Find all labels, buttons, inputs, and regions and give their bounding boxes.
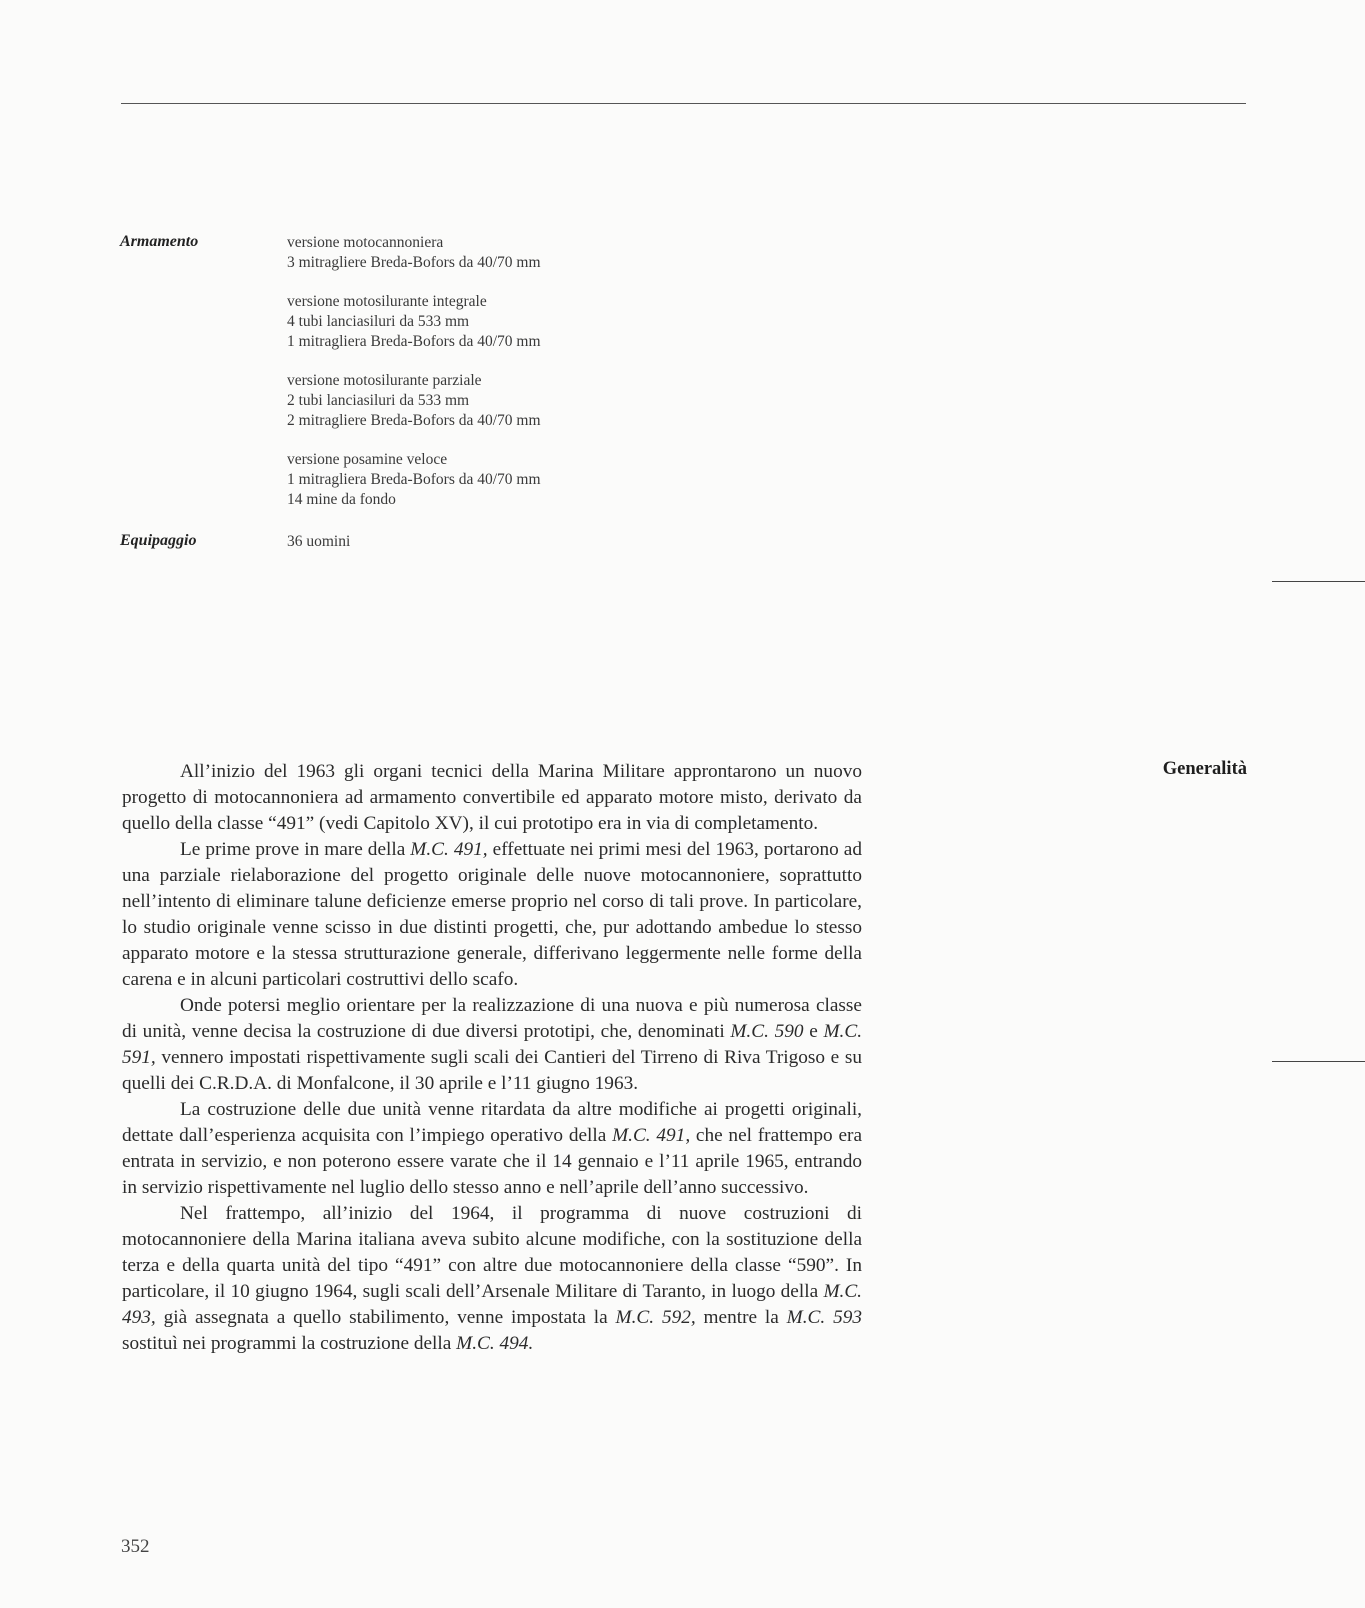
- paragraph: [122, 1201, 862, 1357]
- margin-marker-lower: [1272, 1061, 1365, 1062]
- crew-line: 36 uomini: [287, 533, 351, 550]
- armament-line: 3 mitragliere Breda-Bofors da 40/70 mm: [287, 254, 541, 271]
- vessel-name: M.C. 591,: [122, 1021, 863, 1068]
- vessel-name: M.C. 592,: [615, 1307, 696, 1328]
- paragraph: [122, 837, 862, 993]
- text-run: All’inizio del 1963 gli organi tecnici della Marina Militare approntarono un nuovo progetto di motocannoniera ad armamento convertibile ed apparato motore misto, derivato da quello della classe “491” (vedi Capitolo XV), il cui prototipo era in via di completamento.: [122, 761, 862, 834]
- paragraph: [122, 759, 862, 837]
- page-number: 352: [121, 1536, 150, 1557]
- text-run: La costruzione delle due unità venne ritardata da altre modifiche ai progetti originali, dettate dall’esperienza acquisita con l’impiego operativo della: [122, 1099, 862, 1146]
- armament-group-minelayer: [287, 450, 541, 510]
- margin-marker-upper: [1272, 581, 1365, 582]
- armament-line: 1 mitragliera Breda-Bofors da 40/70 mm: [287, 333, 541, 350]
- armament-label: Armamento: [120, 233, 199, 250]
- crew-value: [287, 532, 350, 552]
- armament-line: 14 mine da fondo: [287, 491, 396, 508]
- vessel-name: M.C. 590: [730, 1021, 804, 1042]
- text-run: sostituì nei programmi la costruzione della: [122, 1333, 457, 1354]
- vessel-name: M.C. 491,: [612, 1125, 691, 1146]
- vessel-name: M.C. 491,: [410, 839, 488, 860]
- body-text: [122, 759, 862, 1357]
- text-run: mentre la: [695, 1307, 787, 1328]
- header-rule: [121, 103, 1246, 104]
- crew-label: Equipaggio: [120, 532, 197, 549]
- text-run: già assegnata a quello stabilimento, venne impostata la: [155, 1307, 616, 1328]
- text-run: vennero impostati rispettivamente sugli scali dei Cantieri del Tirreno di Riva Trigoso e su quelli dei C.R.D.A. di Monfalcone, il 30 aprile e l’11 giugno 1963.: [122, 1047, 862, 1094]
- armament-values: [287, 233, 541, 510]
- armament-line: 2 mitragliere Breda-Bofors da 40/70 mm: [287, 412, 541, 429]
- armament-line: versione motosilurante parziale: [287, 372, 482, 389]
- vessel-name: M.C. 494.: [456, 1333, 534, 1354]
- armament-line: 4 tubi lanciasiluri da 533 mm: [287, 313, 470, 330]
- armament-line: versione motocannoniera: [287, 234, 444, 251]
- text-run: Onde potersi meglio orientare per la realizzazione di una nuova e più numerosa classe di unità, venne decisa la costruzione di due diversi prototipi, che, denominati: [122, 995, 862, 1042]
- armament-group-torpedo-partial: [287, 371, 541, 431]
- armament-line: versione posamine veloce: [287, 451, 448, 468]
- armament-line: 1 mitragliera Breda-Bofors da 40/70 mm: [287, 471, 541, 488]
- vessel-name: M.C. 493,: [122, 1281, 862, 1328]
- armament-line: versione motosilurante integrale: [287, 293, 487, 310]
- vessel-name: M.C. 593: [786, 1307, 862, 1328]
- text-run: effettuate nei primi mesi del 1963, portarono ad una parziale rielaborazione del progetto originale delle nuove motocannoniere, soprattutto nell’intento di eliminare talune deficienze emerse proprio nel corso di tali prove. In particolare, lo studio originale venne scisso in due distinti progetti, che, pur adottando ambedue lo stesso apparato motore e la stessa strutturazione generale, differivano leggermente nelle forme della carena e in alcuni particolari costruttivi dello scafo.: [122, 839, 863, 990]
- paragraph: [122, 993, 862, 1097]
- text-run: Nel frattempo, all’inizio del 1964, il programma di nuove costruzioni di motocannoniere della Marina italiana aveva subito alcune modifiche, con la sostituzione della terza e della quarta unità del tipo “491” con altre due motocannoniere della classe “590”. In particolare, il 10 giugno 1964, sugli scali dell’Arsenale Militare di Taranto, in luogo della: [122, 1203, 862, 1302]
- armament-line: 2 tubi lanciasiluri da 533 mm: [287, 392, 470, 409]
- armament-group-gunboat: [287, 233, 541, 273]
- section-title: Generalità: [1162, 759, 1247, 779]
- paragraph: [122, 1097, 862, 1201]
- text-run: e: [803, 1021, 824, 1042]
- armament-group-torpedo-full: [287, 292, 541, 352]
- text-run: Le prime prove in mare della: [180, 839, 411, 860]
- text-run: che nel frattempo era entrata in servizio, e non poterono essere varate che il 14 gennaio e l’11 aprile 1965, entrando in servizio rispettivamente nel luglio dello stesso anno e nell’aprile dell’anno successivo.: [122, 1125, 863, 1198]
